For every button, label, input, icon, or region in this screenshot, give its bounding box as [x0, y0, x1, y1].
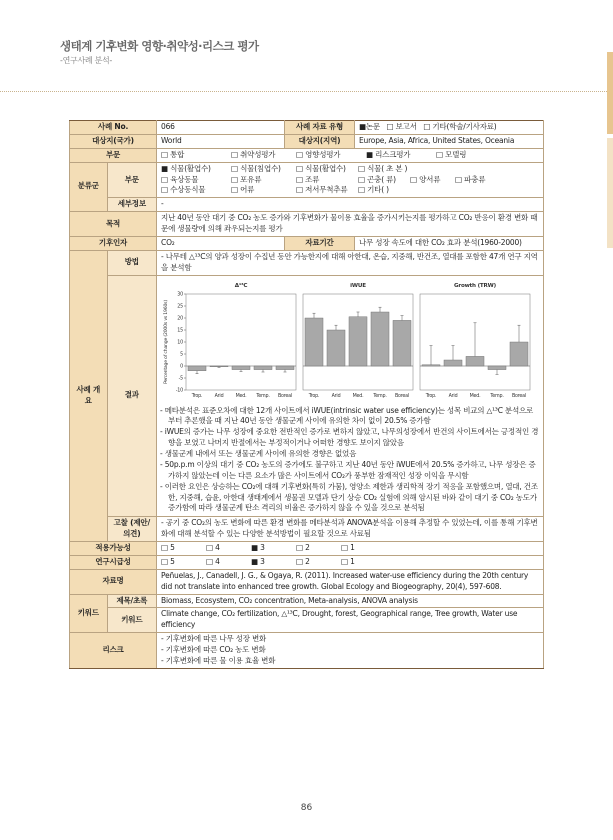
classification-label: 분류군 — [70, 162, 108, 212]
title-abstract-label: 제목/초록 — [107, 594, 156, 608]
detail-label: 세부정보 — [107, 198, 156, 212]
chapter-tab-light — [607, 138, 613, 248]
y-tick-label: 30 — [177, 292, 184, 298]
x-tick-label: Temp. — [373, 393, 387, 399]
bar — [305, 318, 323, 366]
case-summary-label: 사례 개요 — [70, 250, 108, 541]
climate-factor-label: 기후인자 — [70, 236, 157, 250]
keywords-label: 키워드 — [70, 594, 108, 633]
urgency-option: □ 2 — [296, 556, 310, 566]
risk-item: - 기후변화에 따른 CO₂ 농도 변화 — [161, 645, 266, 654]
bar — [393, 320, 411, 366]
y-tick-label: -5 — [178, 376, 184, 382]
discussion-text: - 공기 중 CO₂의 농도 변화에 따른 환경 변화를 메타분석과 ANOVA분석을 이용해 추정할 수 있었는데, 이를 통해 기후변화에 대해 분석할 수 있는 다양한 분석방법이 필요할 것으로 사료됨 — [157, 517, 544, 542]
taxa-option: □ 곤충( 류) — [358, 174, 396, 184]
panel-frame — [186, 294, 296, 390]
x-tick-label: Temp. — [490, 393, 504, 399]
sub-category-label: 부문 — [107, 162, 156, 198]
keywords-abstract: Biomass, Ecosystem, CO₂ concentration, Meta-analysis, ANOVA analysis — [157, 594, 544, 608]
taxa-option: □ 수상동식물 — [161, 185, 206, 195]
category-label: 부문 — [70, 148, 157, 162]
applicability-option: □ 4 — [206, 543, 220, 552]
taxa-option: □ 포유류 — [231, 174, 262, 184]
y-tick-label: 25 — [177, 304, 184, 310]
x-tick-label: Med. — [469, 393, 481, 399]
bar — [510, 342, 528, 366]
bar — [444, 360, 462, 366]
applicability-options — [157, 542, 544, 556]
detail-value: - — [157, 198, 544, 212]
y-tick-label: -10 — [175, 388, 184, 394]
x-tick-label: Med. — [352, 393, 364, 399]
category-options — [157, 148, 544, 162]
risk-label: 리스크 — [70, 633, 157, 669]
taxa-option: □ 육상동물 — [161, 174, 199, 184]
category-option: □ 취약성평가 — [231, 149, 276, 159]
page-number: 86 — [300, 803, 313, 813]
panel-title: Growth (TRW) — [454, 282, 497, 289]
method-text: - 나무테 △¹³C의 양과 성장이 수집년 동안 가능한지에 대해 아한대, 온습, 지중해, 반건조, 열대를 포함한 47개 연구 지역을 분석함 — [157, 250, 544, 275]
bar — [371, 312, 389, 366]
bar — [466, 356, 484, 366]
result-bullet: - iWUE의 증가는 나무 성장에 중요한 전반적인 증가로 변하지 않았고, 나무의성장에서 반건의 사이트에서는 긍정적인 경향을 보였고 나머지 반절에서는 부정적이거나 어떠한 경향도 보이지 않았음 — [160, 427, 539, 448]
x-tick-label: Boreal — [511, 393, 527, 399]
x-tick-label: Boreal — [394, 393, 410, 399]
region-value: World — [157, 134, 285, 148]
case-no-value: 066 — [157, 121, 285, 135]
category-option: □ 영향성평가 — [296, 149, 341, 159]
keywords-keyword: Climate change, CO₂ fertilization, △¹³C, Drought, forest, Geographical range, Tree growth, Water use efficiency — [157, 608, 544, 633]
purpose-text: 지난 40년 동안 대기 중 CO₂ 농도 증가와 기후변화가 물이용 효율을 증가시키는지를 평가하고 CO₂ 반응이 환경 변화 때문에 생물량에 의해 좌우되는지를 평가 — [157, 212, 544, 237]
taxa-options — [157, 162, 544, 198]
result-bullet: - 생물군계 내에서 또는 생물군계 사이에 유의한 경향은 없었음 — [160, 449, 357, 458]
x-tick-label: Med. — [235, 393, 247, 399]
y-tick-label: 5 — [180, 352, 184, 358]
bar — [232, 366, 250, 370]
bar — [327, 330, 345, 366]
urgency-option: □ 1 — [341, 556, 355, 566]
bar — [188, 366, 206, 371]
bar-chart-figure — [160, 278, 538, 406]
result-bullet: - 메타분석은 표준오차에 대한 12개 사이트에서 iWUE(intrinsic water use efficiency)는 성목 비교의 △¹³C 분석으로부터 추론했을 때 지난 40년 동안 생물군계 사이에 유의한 차이 없이 20.5% 증가함 — [160, 405, 534, 426]
y-tick-label: 0 — [180, 364, 184, 370]
urgency-option: □ 5 — [161, 556, 175, 566]
applicability-label: 적용가능성 — [70, 542, 157, 556]
y-tick-label: 15 — [177, 328, 184, 334]
taxa-option: □ 식물(활엽수) — [296, 163, 346, 173]
urgency-label: 연구시급성 — [70, 555, 157, 569]
header-divider — [0, 91, 607, 92]
panel-title: Δ¹³C — [234, 282, 248, 289]
climate-factor-value: CO₂ — [157, 236, 285, 250]
x-tick-label: Arid — [331, 393, 341, 399]
x-tick-label: Arid — [448, 393, 458, 399]
bar — [349, 316, 367, 365]
applicability-option: □ 2 — [296, 543, 310, 552]
taxa-option: □ 식물(침엽수) — [231, 163, 281, 173]
y-tick-label: 10 — [177, 340, 184, 346]
applicability-option: □ 5 — [161, 543, 175, 552]
data-type-other: □ 기타(학술/기사자료) — [423, 122, 497, 131]
source-text: Peñuelas, J., Canadell, J. G., & Ogaya, R. (2011). Increased water-use efficiency during the 20th century did not translate into enhanced tree growth. Global Ecology and Biogeography, 20(4), 597-608. — [157, 569, 544, 594]
source-label: 자료명 — [70, 569, 157, 594]
urgency-option: □ 4 — [206, 556, 220, 566]
case-table — [69, 120, 544, 669]
urgency-options — [157, 555, 544, 569]
bar — [488, 366, 506, 370]
x-tick-label: Temp. — [256, 393, 270, 399]
bar — [276, 366, 294, 370]
result-bullet: - 이러한 요인은 상승하는 CO₂에 대해 기후변화(특히 가뭄), 영양소 제한과 생리학적 장기 적응을 포함했으며, 열대, 건조한, 지중해, 습윤, 아한대 생태계에서 생물권 모델과 단기 상승 CO₂ 실험에 의해 암시된 바와 같이 대기 중 CO₂ 농도가 증가함에 따라 생물군계 탄소 격리의 비율은 증가하지 않을 수 있을 것으로 분석됨 — [160, 481, 538, 513]
taxa-option: □ 파충류 — [455, 174, 486, 184]
page-header-subtitle: -연구사례 분석- — [60, 56, 112, 65]
bar — [210, 366, 228, 367]
data-type-paper: ■논문 — [359, 122, 380, 131]
y-axis-label: Percentage of change (2000s vs 1960s) — [164, 299, 170, 384]
taxa-option: □ 기타( ) — [358, 185, 389, 195]
x-tick-label: Trop. — [425, 393, 437, 399]
taxa-option: □ 식물( 초 본 ) — [358, 163, 408, 173]
category-option: □ 통합 — [161, 149, 185, 159]
page-header-title: 생태계 기후변화 영향·취약성·리스크 평가 — [60, 39, 259, 53]
result-bullets — [160, 406, 540, 515]
risk-list — [157, 633, 544, 669]
taxa-option: □ 조류 — [296, 174, 320, 184]
urgency-option: ■ 3 — [251, 556, 265, 566]
data-type-report: □ 보고서 — [386, 122, 417, 131]
area-label: 대상지(지역) — [285, 134, 355, 148]
chapter-tab — [607, 52, 613, 134]
result-cell — [157, 275, 544, 517]
y-tick-label: 20 — [177, 316, 184, 322]
taxa-option: □ 어류 — [231, 185, 255, 195]
data-type-options — [355, 121, 544, 135]
taxa-option: □ 양서류 — [410, 174, 441, 184]
period-label: 자료기간 — [285, 236, 355, 250]
data-type-label: 사례 자료 유형 — [285, 121, 355, 135]
period-value: 나무 성장 속도에 대한 CO₂ 효과 분석(1960-2000) — [355, 236, 544, 250]
category-option: ■ 리스크평가 — [366, 149, 411, 159]
applicability-option: ■ 3 — [251, 543, 265, 552]
risk-item: - 기후변화에 따른 나무 성장 변화 — [161, 634, 267, 644]
method-label: 방법 — [107, 250, 156, 275]
x-tick-label: Trop. — [308, 393, 320, 399]
risk-item: - 기후변화에 따른 물 이용 효율 변화 — [161, 655, 276, 665]
region-label: 대상지(국가) — [70, 134, 157, 148]
result-bullet: - 50p.p.m 이상의 대기 중 CO₂ 농도의 증가에도 불구하고 지난 40년 동안 iWUE에서 20.5% 증가하고, 나무 성장은 증가하지 않았는데 이는 다른 요소가 많은 사이트에서 CO₂가 풍부한 잠재적인 성장 이익을 무시함 — [160, 459, 536, 480]
case-no-label: 사례 No. — [70, 121, 157, 135]
panel-title: iWUE — [350, 282, 366, 289]
applicability-option: □ 1 — [341, 543, 355, 552]
result-figure — [160, 278, 538, 406]
x-tick-label: Arid — [214, 393, 224, 399]
x-tick-label: Boreal — [277, 393, 293, 399]
area-value: Europe, Asia, Africa, United States, Oceania — [355, 134, 544, 148]
taxa-option: □ 저서무척추류 — [296, 185, 348, 195]
taxa-option: ■ 식물(활엽수) — [161, 163, 211, 173]
keyword-sub-label: 키워드 — [107, 608, 156, 633]
bar — [422, 364, 440, 365]
discussion-label: 고찰 (제안/의견) — [107, 517, 156, 542]
result-label: 결과 — [107, 275, 156, 517]
category-option: □ 모델링 — [436, 149, 467, 159]
bar — [254, 366, 272, 370]
purpose-label: 목적 — [70, 212, 157, 237]
x-tick-label: Trop. — [191, 393, 203, 399]
